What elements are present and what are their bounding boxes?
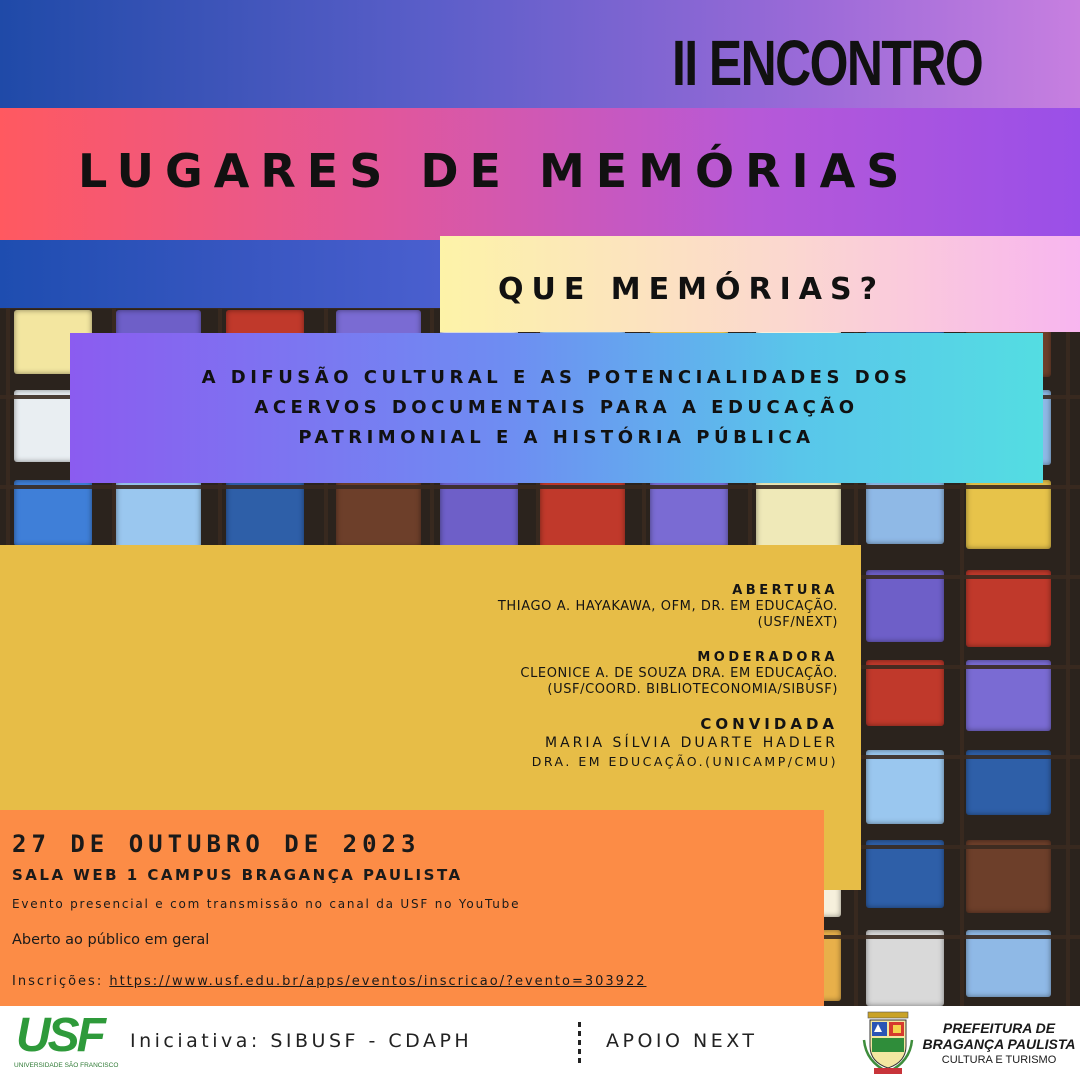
speaker-affiliation: (USF/NEXT) <box>757 615 838 630</box>
city-hall-line-3: CULTURA E TURISMO <box>941 1054 1057 1066</box>
registration-label: Inscrições: <box>12 974 104 989</box>
mosaic-tile <box>866 750 944 824</box>
mosaic-tile <box>966 570 1051 647</box>
mosaic-tile <box>866 480 944 544</box>
event-date: 27 DE OUTUBRO DE 2023 <box>12 830 421 858</box>
city-hall-line-2: BRAGANÇA PAULISTA <box>922 1036 1076 1052</box>
usf-logo-subtitle: UNIVERSIDADE SÃO FRANCISCO <box>14 1062 119 1069</box>
city-crest-icon <box>862 1010 914 1076</box>
speaker-guest <box>498 716 838 771</box>
blue-accent-band <box>0 240 440 308</box>
footer-divider <box>578 1022 581 1066</box>
event-venue: SALA WEB 1 CAMPUS BRAGANÇA PAULISTA <box>12 866 463 884</box>
event-title: LUGARES DE MEMÓRIAS <box>78 144 911 198</box>
speaker-opening <box>498 582 838 631</box>
speaker-moderator <box>498 649 838 698</box>
speaker-affiliation: DRA. EM EDUCAÇÃO.(UNICAMP/CMU) <box>531 754 838 769</box>
speaker-affiliation: (USF/COORD. BIBLIOTECONOMIA/SIBUSF) <box>547 682 838 697</box>
speaker-name: CLEONICE A. DE SOUZA DRA. EM EDUCAÇÃO. <box>520 666 838 681</box>
usf-logo <box>14 1009 119 1074</box>
mosaic-tile <box>866 570 944 642</box>
subtitle-line-3: PATRIMONIAL E A HISTÓRIA PÚBLICA <box>298 427 815 448</box>
mosaic-tile <box>14 480 92 546</box>
subtitle-band <box>70 333 1043 483</box>
event-question: QUE MEMÓRIAS? <box>498 272 885 307</box>
mosaic-tile <box>966 480 1051 549</box>
mosaic-tile <box>756 480 841 553</box>
mosaic-tile <box>440 480 518 552</box>
usf-logo-mark: USF <box>16 1009 103 1062</box>
mosaic-tile <box>116 480 201 551</box>
city-hall-label <box>920 1020 1078 1068</box>
registration-line <box>12 974 646 989</box>
city-hall-line-1: PREFEITURA DE <box>942 1020 1056 1036</box>
initiative-text: Iniciativa: SIBUSF - CDAPH <box>130 1030 473 1052</box>
mosaic-tile <box>866 840 944 908</box>
mosaic-tile <box>866 930 944 1006</box>
subtitle-line-1: A DIFUSÃO CULTURAL E AS POTENCIALIDADES DOS <box>201 367 912 388</box>
mosaic-tile <box>966 750 1051 815</box>
mosaic-tile <box>336 480 421 547</box>
speaker-role: CONVIDADA <box>700 715 838 733</box>
event-audience: Aberto ao público em geral <box>12 932 210 948</box>
registration-link[interactable]: https://www.usf.edu.br/apps/eventos/inscricao/?evento=303922 <box>109 974 647 989</box>
speaker-name: THIAGO A. HAYAKAWA, OFM, DR. EM EDUCAÇÃO. <box>497 599 838 614</box>
subtitle-line-2: ACERVOS DOCUMENTAIS PARA A EDUCAÇÃO <box>254 397 859 418</box>
event-edition: II ENCONTRO <box>672 27 983 99</box>
mosaic-wire <box>1066 300 1070 1010</box>
speaker-name: MARIA SÍLVIA DUARTE HADLER <box>545 735 838 751</box>
mosaic-tile <box>866 660 944 726</box>
event-subtitle <box>127 363 987 453</box>
speaker-role: ABERTURA <box>732 583 838 598</box>
mosaic-tile <box>966 840 1051 913</box>
speakers-list <box>498 582 838 789</box>
mosaic-tile <box>650 480 728 548</box>
mosaic-tile <box>966 660 1051 731</box>
mosaic-wire <box>0 485 1080 489</box>
speaker-role: MODERADORA <box>697 650 838 665</box>
event-format: Evento presencial e com transmissão no canal da USF no YouTube <box>12 897 521 911</box>
support-text: APOIO NEXT <box>606 1030 758 1052</box>
mosaic-tile <box>966 930 1051 997</box>
